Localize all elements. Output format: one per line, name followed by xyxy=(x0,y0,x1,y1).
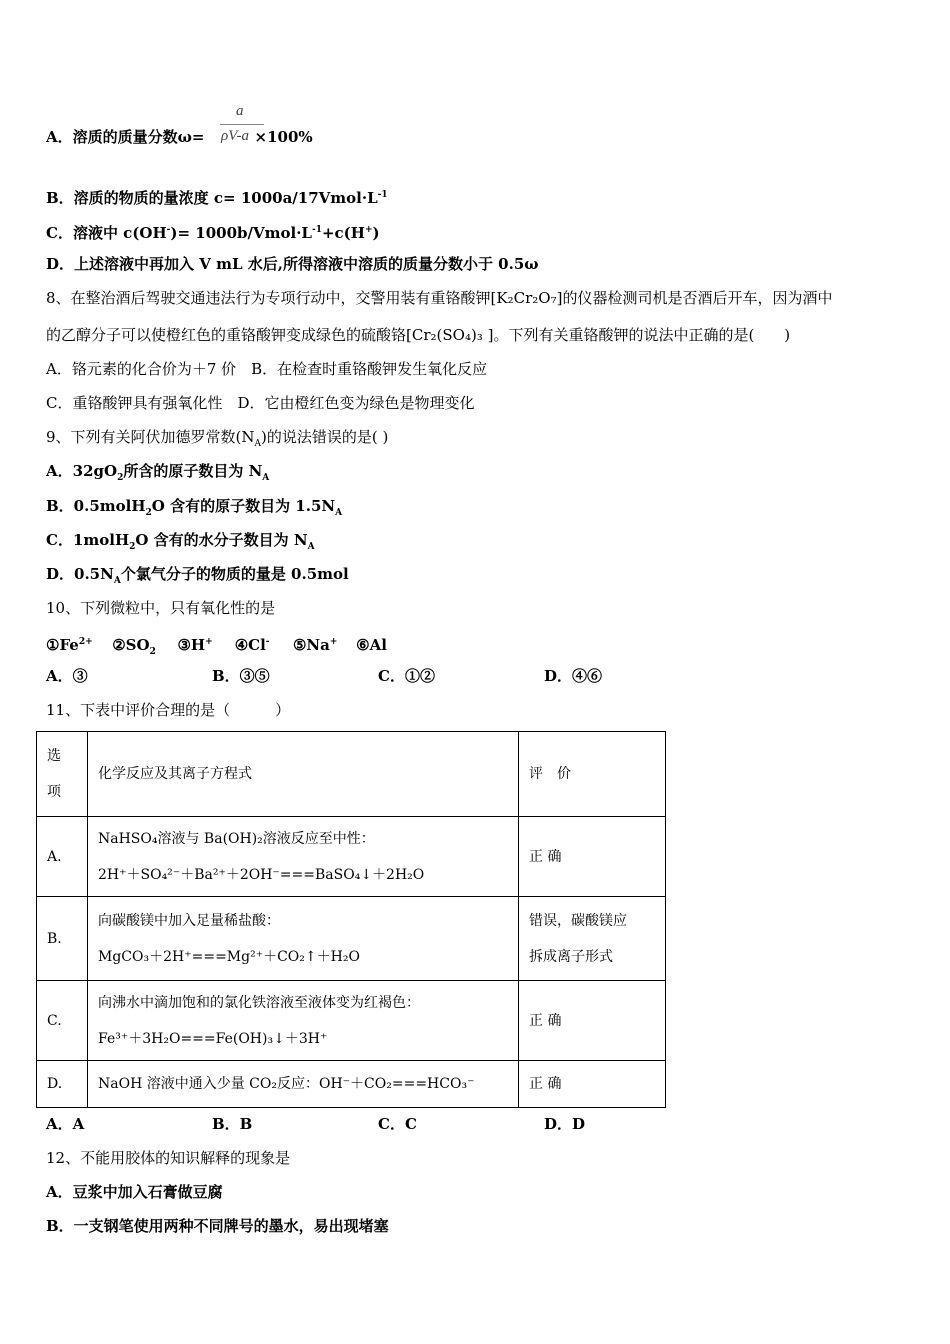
row-equation-line: 向碳酸镁中加入足量稀盐酸： xyxy=(98,912,280,929)
q12-option-b: B．一支钢笔使用两种不同牌号的墨水，易出现堵塞 xyxy=(46,1217,389,1235)
q8-stem-line1: 8、在整治酒后驾驶交通违法行为专项行动中，交警用装有重铬酸钾[K₂Cr₂O₇]的仪器检测司机是否酒后开车，因为酒中 xyxy=(46,289,833,307)
row-eval-line: 错误，碳酸镁应 xyxy=(529,912,627,929)
q10-particle: ⑥Al xyxy=(356,636,387,654)
row-equation-line: Fe³⁺＋3H₂O===Fe(OH)₃↓＋3H⁺ xyxy=(98,1030,328,1047)
q7-option-c-sup: + xyxy=(364,225,373,235)
q7-option-c-part: ) xyxy=(372,224,380,242)
q10-particles xyxy=(46,632,387,662)
q11-stem: 11、下表中评价合理的是（ ） xyxy=(46,701,291,719)
q9-option-c xyxy=(46,530,315,557)
table-row xyxy=(37,981,666,1061)
q7-option-a-label: A．溶质的质量分数ω= xyxy=(46,128,205,146)
q10-particle: $②SO_2$ xyxy=(112,636,156,657)
fraction-denominator: ρV-a xyxy=(221,128,250,144)
q10-option: A．③ xyxy=(46,667,88,685)
q11-option: B．B xyxy=(212,1115,253,1133)
q7-option-c-part: C．溶液中 c(OH xyxy=(46,224,167,242)
q9-option-sub: A xyxy=(262,473,270,483)
header-option-line: 项 xyxy=(47,784,61,800)
evaluation-table xyxy=(36,731,666,1108)
q9-option-sub: 2 xyxy=(145,508,152,518)
q8-options-cd: C．重铬酸钾具有强氧化性 D．它由橙红色变为绿色是物理变化 xyxy=(46,394,475,412)
q9-option-part: A．32gO xyxy=(46,462,118,480)
q9-option-part: B．0.5molH xyxy=(46,497,146,515)
row-equation-line: 2H⁺＋SO₄²⁻＋Ba²⁺＋2OH⁻===BaSO₄↓＋2H₂O xyxy=(98,866,425,883)
row-eval-cell: 正 确 xyxy=(519,817,666,897)
q9-stem-sub: A xyxy=(254,439,262,449)
row-eval-cell: 正 确 xyxy=(519,1061,666,1108)
row-equation-cell xyxy=(88,817,519,897)
q10-particle: $①Fe^{2+}$ xyxy=(46,636,93,654)
q7-option-a xyxy=(46,127,313,147)
q9-option-part: 所含的原子数目为 N xyxy=(123,462,263,480)
row-eval-line: 拆成离子形式 xyxy=(529,948,613,965)
row-option-cell: B. xyxy=(37,897,88,981)
q9-option-a xyxy=(46,461,269,488)
q9-option-d xyxy=(46,564,349,591)
q7-option-c-part: )= 1000b/Vmol·L xyxy=(170,224,312,242)
q9-option-part: D．0.5N xyxy=(46,565,114,583)
q11-options xyxy=(46,1114,585,1134)
row-equation-cell xyxy=(88,897,519,981)
table-row xyxy=(37,817,666,897)
row-equation-line: 向沸水中滴加饱和的氯化铁溶液至液体变为红褐色： xyxy=(98,994,420,1011)
q12-stem: 12、不能用胶体的知识解释的现象是 xyxy=(46,1149,291,1167)
q7-option-a-suffix: ×100% xyxy=(254,128,313,146)
row-option-cell: A. xyxy=(37,817,88,897)
header-eval-cell: 评 价 xyxy=(519,732,666,817)
q9-option-part: 个氯气分子的物质的量是 0.5mol xyxy=(120,565,349,583)
q7-option-c-sup: - xyxy=(166,225,171,235)
q11-option: A．A xyxy=(46,1115,85,1133)
row-equation-cell: NaOH 溶液中通入少量 CO₂反应：OH⁻＋CO₂===HCO₃⁻ xyxy=(88,1061,519,1108)
q9-stem-part: 9、下列有关阿伏加德罗常数(N xyxy=(46,428,255,446)
q9-option-sub: A xyxy=(307,542,315,552)
q9-option-b xyxy=(46,496,342,523)
q10-particle: ⑤Na+ xyxy=(292,636,338,654)
header-option-cell xyxy=(37,732,88,817)
q7-option-b xyxy=(46,185,388,208)
q10-option: C．①② xyxy=(378,667,435,685)
row-equation-cell xyxy=(88,981,519,1061)
q10-options xyxy=(46,666,602,686)
q9-stem-part: )的说法错误的是( ) xyxy=(261,428,389,446)
q10-option: D．④⑥ xyxy=(544,667,603,685)
q9-stem xyxy=(46,427,388,454)
row-option-cell: D. xyxy=(37,1061,88,1108)
q8-stem-line2: 的乙醇分子可以使橙红色的重铬酸钾变成绿色的硫酸铬[Cr₂(SO₄)₃ ]。下列有关重铬酸钾的说法中正确的是( ) xyxy=(46,326,791,344)
q10-particle: ③H+ xyxy=(177,636,213,654)
q9-option-sub: A xyxy=(113,576,121,586)
header-option-line: 选 xyxy=(47,748,61,764)
q7-option-c xyxy=(46,220,380,243)
row-eval-cell: 正 确 xyxy=(519,981,666,1061)
q7-option-c-part: +c(H xyxy=(321,224,365,242)
q9-option-part: O 含有的原子数目为 1.5N xyxy=(151,497,336,515)
row-eval-cell xyxy=(519,897,666,981)
q11-option: C．C xyxy=(378,1115,417,1133)
q7-option-d: D．上述溶液中再加入 V mL 水后,所得溶液中溶质的质量分数小于 0.5ω xyxy=(46,255,539,273)
q10-particle: ④Cl- xyxy=(234,636,270,654)
row-option-cell: C. xyxy=(37,981,88,1061)
q8-options-ab: A．铬元素的化合价为＋7 价 B．在检查时重铬酸钾发生氧化反应 xyxy=(46,360,488,378)
header-equation-cell: 化学反应及其离子方程式 xyxy=(88,732,519,817)
q7-option-b-sup: -1 xyxy=(377,190,388,200)
row-equation-line: MgCO₃＋2H⁺===Mg²⁺＋CO₂↑＋H₂O xyxy=(98,948,360,965)
q9-option-sub: 2 xyxy=(117,473,124,483)
row-equation-line: NaHSO₄溶液与 Ba(OH)₂溶液反应至中性： xyxy=(98,830,375,847)
q10-stem: 10、下列微粒中，只有氧化性的是 xyxy=(46,599,276,617)
q9-option-part: C．1molH xyxy=(46,531,130,549)
q12-option-a: A．豆浆中加入石膏做豆腐 xyxy=(46,1183,223,1201)
fraction-numerator: a xyxy=(236,103,244,119)
table-row xyxy=(37,1061,666,1108)
q11-option: D．D xyxy=(544,1115,586,1133)
q9-option-part: O 含有的水分子数目为 N xyxy=(135,531,308,549)
table-header-row xyxy=(37,732,666,817)
q9-option-sub: A xyxy=(335,508,343,518)
q7-option-b-text: B．溶质的物质的量浓度 c= 1000a/17Vmol·L xyxy=(46,189,378,207)
q7-option-c-sup: -1 xyxy=(311,225,322,235)
q10-option: B．③⑤ xyxy=(212,667,270,685)
table-row xyxy=(37,897,666,981)
fraction-bar xyxy=(220,124,264,125)
q9-option-sub: 2 xyxy=(129,542,136,552)
